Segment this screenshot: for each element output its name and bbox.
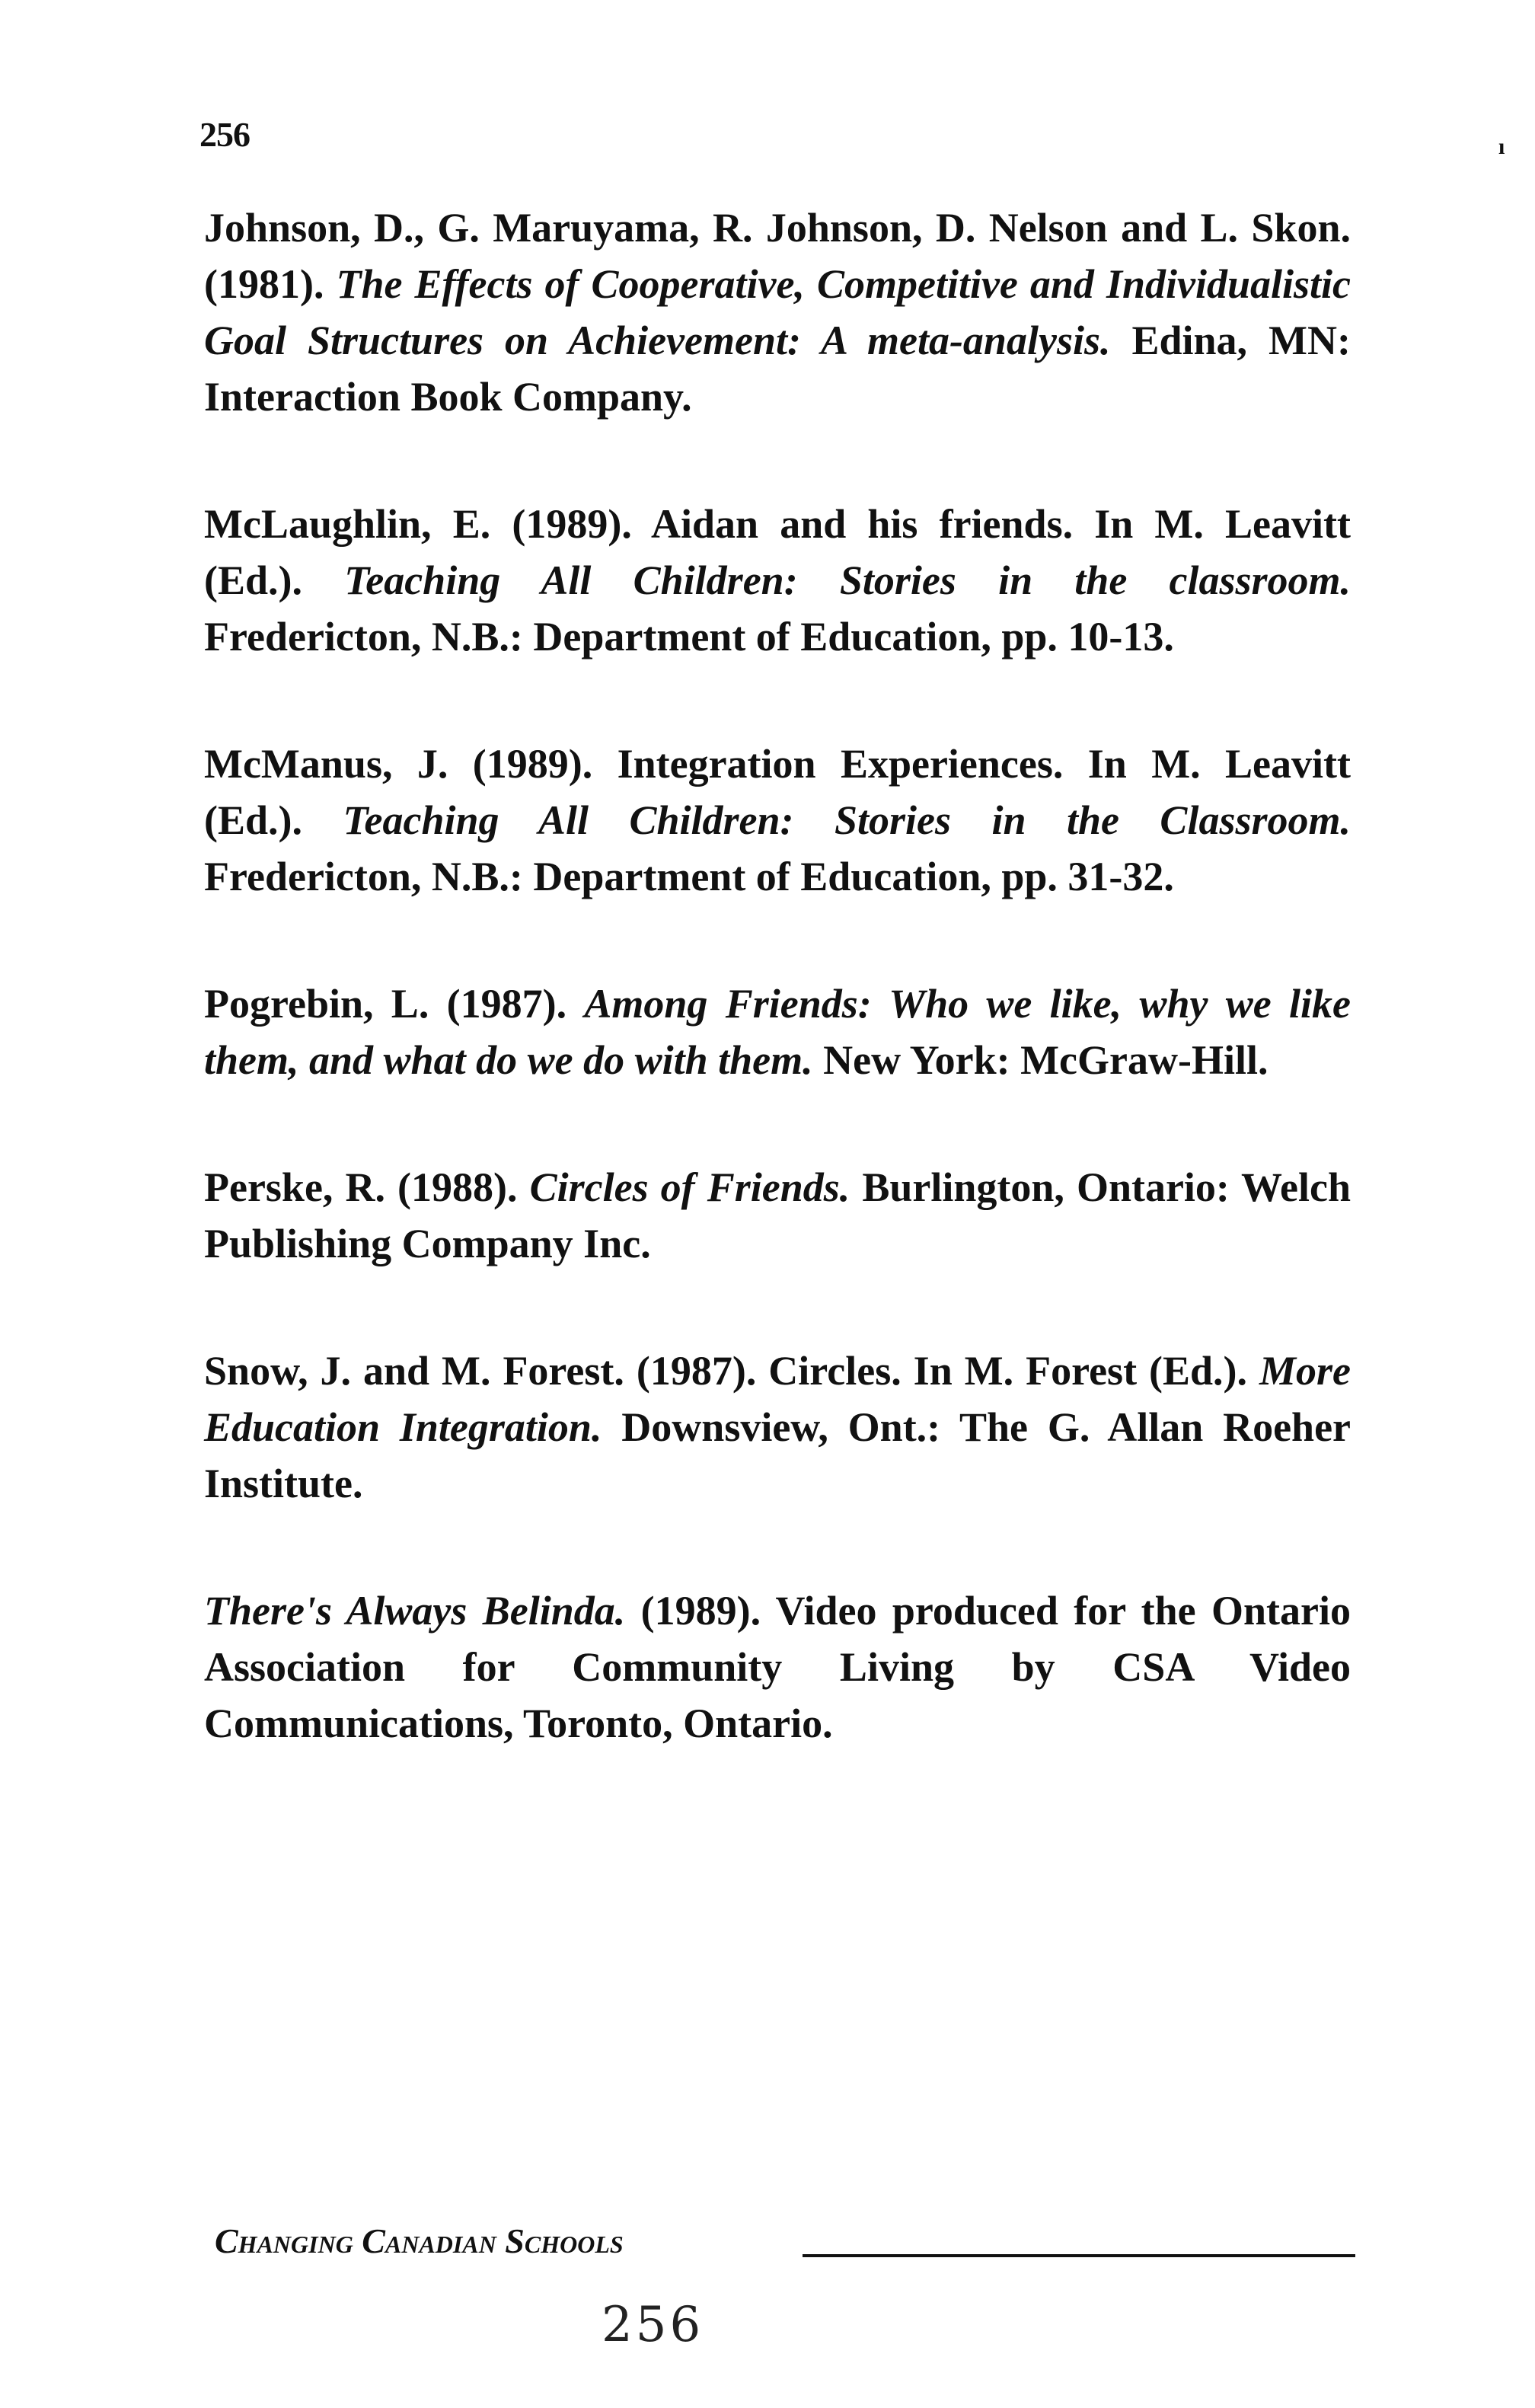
reference-authors: Johnson, D., G. Maruyama, R. Johnson, D. Nelson and L. Skon. (1981). <box>204 205 1351 307</box>
reference-title: There's Always Belinda. <box>204 1588 626 1634</box>
reference-publisher: Fredericton, N.B.: Department of Education, pp. 10-13. <box>204 614 1174 659</box>
reference-publisher: New York: McGraw-Hill. <box>812 1037 1269 1083</box>
page-number-top: 256 <box>199 115 250 154</box>
reference-snow-forest <box>204 1343 1351 1512</box>
reference-publisher: Fredericton, N.B.: Department of Education, pp. 31-32. <box>204 854 1174 899</box>
margin-mark: ı <box>1498 134 1505 159</box>
reference-title: Teaching All Children: Stories in the classroom. <box>344 557 1351 603</box>
reference-mclaughlin <box>204 496 1351 665</box>
footer-rule <box>803 2254 1355 2257</box>
reference-title: Circles of Friends. <box>529 1164 850 1210</box>
footer-book-title: Changing Canadian Schools <box>215 2221 624 2260</box>
reference-authors: McLaughlin, E. (1989). Aidan and his friends. In M. Leavitt (Ed.). <box>204 501 1351 603</box>
reference-authors: Perske, R. (1988). <box>204 1164 530 1210</box>
reference-publisher: Downsview, Ont.: The G. Allan Roeher Institute. <box>204 1404 1351 1506</box>
reference-mcmanus <box>204 736 1351 905</box>
reference-perske <box>204 1159 1351 1272</box>
reference-publisher: Edina, MN: Interaction Book Company. <box>204 318 1351 420</box>
page-number-bottom: 256 <box>602 2297 704 2353</box>
reference-authors: Snow, J. and M. Forest. (1987). Circles. In M. Forest (Ed.). <box>204 1348 1259 1394</box>
running-footer <box>215 2216 1357 2277</box>
reference-authors: Pogrebin, L. (1987). <box>204 981 585 1027</box>
reference-title: More Education Integration. <box>204 1348 1351 1450</box>
reference-belinda <box>204 1582 1351 1752</box>
reference-publisher: (1989). Video produced for the Ontario Association for Community Living by CSA Video Communications, Toronto, Ontario. <box>204 1588 1351 1746</box>
reference-title: Among Friends: Who we like, why we like them, and what do we do with them. <box>204 981 1352 1083</box>
reference-authors: McManus, J. (1989). Integration Experiences. In M. Leavitt (Ed.). <box>204 741 1351 843</box>
reference-title: The Effects of Cooperative, Competitive and Individualistic Goal Structures on Achievement: A meta-analysis. <box>204 261 1352 363</box>
reference-publisher: Burlington, Ontario: Welch Publishing Company Inc. <box>204 1164 1351 1266</box>
reference-johnson <box>204 200 1351 425</box>
reference-title: Teaching All Children: Stories in the Classroom. <box>343 797 1352 843</box>
reference-pogrebin <box>204 976 1351 1088</box>
reference-list <box>204 200 1351 1822</box>
